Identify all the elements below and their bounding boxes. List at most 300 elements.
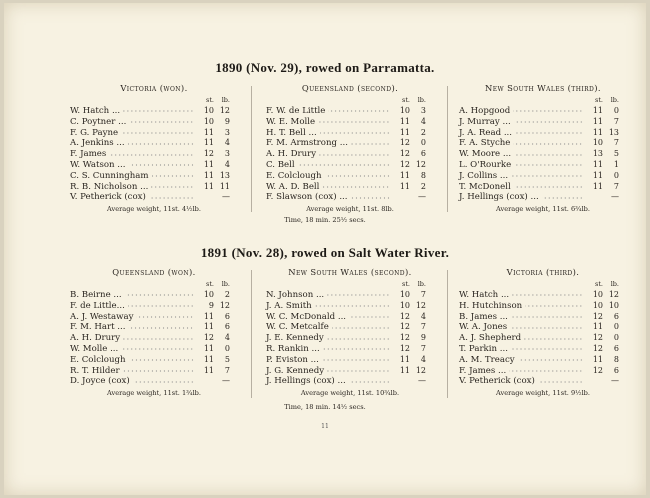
- leader-dots: [152, 173, 194, 179]
- leader-dots: [518, 357, 583, 363]
- weight-stone: 11: [592, 106, 603, 115]
- leader-dots: [109, 152, 194, 158]
- average-weight: Average weight, 11st. 6¾lb.: [495, 205, 590, 214]
- weight-pounds: 7: [420, 290, 426, 299]
- weight-stone: 11: [399, 116, 410, 126]
- rower-name: A. J. Shepherd: [459, 333, 522, 344]
- leader-dots: [298, 162, 390, 168]
- leader-dots: [332, 325, 390, 331]
- rower-name: A. M. Treacy: [459, 354, 515, 365]
- weight-pounds: 0: [613, 170, 619, 180]
- weight-stone: 11: [203, 181, 214, 191]
- rower-name: J. A. Smith: [266, 300, 312, 311]
- leader-dots: [328, 108, 390, 114]
- weight-pounds: 5: [613, 149, 619, 159]
- weight-stone: 11: [203, 343, 214, 353]
- weight-pounds: 10: [608, 300, 619, 310]
- weight-stone: 10: [592, 138, 603, 148]
- leader-dots: [515, 130, 583, 136]
- crew-heading: New South Wales (third).: [485, 83, 601, 93]
- weight-pounds: 12: [415, 300, 426, 310]
- crew-row: [459, 128, 627, 139]
- leader-dots: [322, 357, 390, 363]
- crew-table: [266, 266, 434, 398]
- crew-row: [70, 312, 238, 323]
- weight-stone: 11: [203, 311, 214, 321]
- weight-pounds: 2: [420, 181, 426, 191]
- leader-dots: [123, 336, 194, 342]
- units-header: [70, 95, 238, 106]
- crew-row: [266, 171, 434, 182]
- leader-dots: [149, 195, 194, 201]
- rower-name: D. Joyce (cox): [70, 376, 130, 387]
- weight-pounds: 4: [224, 333, 230, 343]
- weight-pounds: —: [222, 192, 230, 202]
- crew-row: [70, 290, 238, 301]
- crew-row: [266, 149, 434, 160]
- weight-stone: 11: [399, 181, 410, 191]
- weight-pounds: 8: [613, 354, 619, 364]
- weight-stone: 12: [399, 311, 410, 321]
- leader-dots: [319, 152, 390, 158]
- weight-stone: 10: [399, 300, 410, 310]
- crew-row: [459, 117, 627, 128]
- column-divider: [251, 270, 252, 398]
- leader-dots: [123, 368, 194, 374]
- weight-pounds: 12: [415, 159, 426, 169]
- crew-row: [459, 344, 627, 355]
- weight-stone: 12: [399, 138, 410, 148]
- weight-pounds: 6: [224, 322, 230, 332]
- leader-dots: [121, 130, 194, 136]
- leader-dots: [512, 292, 583, 298]
- crew-table: [70, 266, 238, 398]
- rower-name: H. Hutchinson: [459, 300, 523, 311]
- crew-table: [266, 82, 434, 214]
- rower-name: E. Colclough: [70, 354, 126, 365]
- crew-row: [70, 344, 238, 355]
- rower-name: F. A. Styche: [459, 138, 511, 149]
- weight-pounds: 8: [420, 170, 426, 180]
- rower-name: W. Molle ...: [70, 343, 119, 354]
- crew-row: [459, 106, 627, 117]
- weight-pounds: 11: [219, 181, 230, 191]
- weight-stone: 11: [203, 138, 214, 148]
- rower-name: W. Hatch ...: [459, 290, 510, 300]
- weight-pounds: 4: [420, 354, 426, 364]
- crew-row: [70, 355, 238, 366]
- crew-row: [70, 160, 238, 171]
- weight-pounds: —: [418, 376, 426, 386]
- weight-stone: 11: [592, 322, 603, 332]
- crew-row: [70, 192, 238, 203]
- crew-row: [459, 290, 627, 301]
- rower-name: L. O'Rourke: [459, 159, 512, 170]
- stone-label: st.: [594, 96, 603, 104]
- weight-pounds: 9: [224, 116, 230, 126]
- crew-row: [459, 312, 627, 323]
- crew-row: [70, 376, 238, 387]
- leader-dots: [133, 379, 194, 385]
- crew-table: [70, 82, 238, 214]
- leader-dots: [351, 141, 390, 147]
- average-weight: Average weight, 11st. 9½lb.: [495, 389, 590, 398]
- rower-name: F. Slawson (cox) ...: [266, 192, 348, 203]
- weight-pounds: —: [611, 192, 619, 202]
- rower-name: F. W. de Little: [266, 106, 326, 116]
- rower-name: C. Bell: [266, 159, 295, 170]
- weight-stone: 12: [592, 311, 603, 321]
- weight-pounds: —: [418, 192, 426, 202]
- units-header: [266, 279, 434, 290]
- weight-pounds: 7: [613, 116, 619, 126]
- rower-name: C. Poytner ...: [70, 116, 127, 127]
- rower-name: J. Hellings (cox) ...: [459, 192, 539, 203]
- average-weight: Average weight, 11st. 4½lb.: [106, 205, 201, 214]
- rower-name: B. Beirne ...: [70, 290, 122, 300]
- crew-row: [266, 344, 434, 355]
- crew-row: [70, 106, 238, 117]
- crew-row: [70, 182, 238, 193]
- crew-heading: New South Wales (second).: [288, 267, 412, 277]
- rower-name: F. de Little...: [70, 300, 125, 311]
- rower-name: F. James: [70, 149, 107, 160]
- crew-row: [459, 182, 627, 193]
- leader-dots: [151, 184, 194, 190]
- leader-dots: [315, 303, 390, 309]
- weight-stone: 12: [399, 333, 410, 343]
- average-weight: Average weight, 11st. 8lb.: [306, 205, 394, 214]
- weight-stone: 10: [592, 290, 603, 299]
- leader-dots: [322, 184, 390, 190]
- weight-stone: 11: [399, 354, 410, 364]
- crew-row: [266, 182, 434, 193]
- weight-stone: 11: [203, 170, 214, 180]
- crew-row: [70, 171, 238, 182]
- rower-name: H. T. Bell ...: [266, 127, 317, 138]
- weight-pounds: 0: [613, 333, 619, 343]
- weight-pounds: 13: [608, 127, 619, 137]
- rower-name: A. H. Drury: [70, 333, 121, 344]
- leader-dots: [121, 346, 194, 352]
- leader-dots: [513, 108, 583, 114]
- leader-dots: [511, 314, 583, 320]
- pounds-label: lb.: [417, 96, 426, 104]
- leader-dots: [514, 119, 583, 125]
- weight-pounds: 4: [420, 116, 426, 126]
- crew-row: [459, 160, 627, 171]
- weight-pounds: 7: [613, 181, 619, 191]
- crew-row: [266, 376, 434, 387]
- weight-pounds: 6: [224, 311, 230, 321]
- pounds-label: lb.: [610, 280, 619, 288]
- crew-row: [70, 117, 238, 128]
- weight-pounds: 3: [224, 127, 230, 137]
- weight-stone: 10: [399, 290, 410, 299]
- leader-dots: [514, 184, 583, 190]
- weight-stone: 11: [592, 159, 603, 169]
- pounds-label: lb.: [221, 96, 230, 104]
- rower-name: J. E. Kennedy: [266, 333, 324, 344]
- crew-table: [459, 266, 627, 398]
- rower-name: V. Petherick (cox): [459, 376, 535, 387]
- weight-pounds: 0: [613, 322, 619, 332]
- crew-row: [459, 366, 627, 377]
- weight-stone: 11: [399, 127, 410, 137]
- weight-stone: 11: [203, 127, 214, 137]
- leader-dots: [511, 173, 583, 179]
- weight-pounds: 7: [420, 343, 426, 353]
- weight-pounds: 4: [420, 311, 426, 321]
- crew-row: [70, 322, 238, 333]
- crew-row: [266, 128, 434, 139]
- crew-row: [459, 138, 627, 149]
- crew-row: [459, 376, 627, 387]
- weight-stone: 11: [203, 354, 214, 364]
- crew-row: [459, 333, 627, 344]
- leader-dots: [327, 368, 390, 374]
- leader-dots: [513, 141, 583, 147]
- rower-name: P. Eviston ...: [266, 354, 319, 365]
- rower-name: N. Johnson ...: [266, 290, 325, 300]
- leader-dots: [510, 325, 583, 331]
- weight-pounds: 4: [224, 138, 230, 148]
- leader-dots: [128, 325, 194, 331]
- weight-stone: 12: [592, 343, 603, 353]
- leader-dots: [349, 314, 390, 320]
- leader-dots: [125, 292, 194, 298]
- weight-stone: 12: [399, 322, 410, 332]
- leader-dots: [524, 336, 583, 342]
- rower-name: F. M. Hart ...: [70, 322, 126, 333]
- leader-dots: [323, 346, 390, 352]
- crew-row: [266, 192, 434, 203]
- crew-row: [459, 171, 627, 182]
- column-divider: [447, 270, 448, 398]
- weight-pounds: 7: [224, 365, 230, 375]
- rower-name: J. Collins ...: [459, 170, 509, 181]
- rower-name: W. Hatch ...: [70, 106, 121, 116]
- page-number: 11: [321, 423, 329, 430]
- weight-stone: 13: [592, 149, 603, 159]
- leader-dots: [123, 108, 194, 114]
- race-title: 1891 (Nov. 28), rowed on Salt Water River.: [200, 245, 450, 260]
- crew-row: [459, 322, 627, 333]
- weight-stone: 12: [592, 365, 603, 375]
- leader-dots: [514, 162, 583, 168]
- crew-row: [266, 106, 434, 117]
- rower-name: A. H. Drury: [266, 149, 317, 160]
- leader-dots: [351, 195, 390, 201]
- leader-dots: [318, 119, 390, 125]
- rower-name: W. E. Molle: [266, 116, 316, 127]
- weight-stone: 11: [399, 365, 410, 375]
- leader-dots: [129, 357, 194, 363]
- weight-pounds: 1: [613, 159, 619, 169]
- weight-stone: 11: [203, 365, 214, 375]
- rower-name: F. G. Payne: [70, 127, 119, 138]
- leader-dots: [136, 314, 194, 320]
- rower-name: A. Jenkins ...: [70, 138, 125, 149]
- crew-row: [70, 128, 238, 139]
- rower-name: T. McDonell: [459, 181, 511, 192]
- rower-name: T. Parkin ...: [459, 343, 508, 354]
- stone-label: st.: [401, 280, 410, 288]
- rower-name: F. James ...: [459, 365, 507, 376]
- units-header: [459, 279, 627, 290]
- weight-pounds: 7: [613, 138, 619, 148]
- leader-dots: [327, 292, 390, 298]
- weight-pounds: 2: [224, 290, 230, 299]
- crew-row: [266, 355, 434, 366]
- stone-label: st.: [205, 96, 214, 104]
- leader-dots: [525, 303, 583, 309]
- weight-stone: 11: [592, 181, 603, 191]
- crew-row: [459, 149, 627, 160]
- weight-pounds: 12: [219, 106, 230, 115]
- crew-row: [266, 117, 434, 128]
- weight-stone: 9: [208, 300, 214, 310]
- rower-name: W. A. Jones: [459, 322, 508, 333]
- average-weight: Average weight, 11st. 10¾lb.: [300, 389, 400, 398]
- leader-dots: [128, 303, 194, 309]
- race-time: Time, 18 min. 25½ secs.: [284, 216, 366, 224]
- weight-pounds: 12: [608, 290, 619, 299]
- weight-pounds: 12: [415, 365, 426, 375]
- rower-name: A. Hopgood: [459, 106, 511, 116]
- weight-pounds: 6: [420, 149, 426, 159]
- weight-stone: 10: [399, 106, 410, 115]
- weight-pounds: 3: [224, 149, 230, 159]
- crew-heading: Queensland (second).: [301, 83, 399, 93]
- stone-label: st.: [401, 96, 410, 104]
- weight-stone: 11: [592, 127, 603, 137]
- rower-name: W. Watson ...: [70, 159, 126, 170]
- crew-row: [266, 290, 434, 301]
- rower-name: C. S. Cunningham: [70, 170, 149, 181]
- crew-row: [266, 366, 434, 377]
- rower-name: B. James ...: [459, 311, 508, 322]
- stone-label: st.: [205, 280, 214, 288]
- crew-table: [459, 82, 627, 214]
- pounds-label: lb.: [417, 280, 426, 288]
- rower-name: W. Moore ...: [459, 149, 512, 160]
- rower-name: W. C. Metcalfe: [266, 322, 329, 333]
- crew-heading: Victoria (third).: [506, 267, 580, 277]
- leader-dots: [320, 130, 390, 136]
- leader-dots: [327, 336, 390, 342]
- weight-pounds: 7: [420, 322, 426, 332]
- crew-row: [70, 149, 238, 160]
- crew-row: [459, 301, 627, 312]
- pounds-label: lb.: [610, 96, 619, 104]
- weight-stone: 12: [399, 343, 410, 353]
- weight-pounds: —: [611, 376, 619, 386]
- rower-name: J. Hellings (cox) ...: [266, 376, 346, 387]
- units-header: [70, 279, 238, 290]
- crew-row: [70, 301, 238, 312]
- crew-row: [459, 192, 627, 203]
- weight-pounds: 9: [420, 333, 426, 343]
- weight-stone: 12: [203, 333, 214, 343]
- rower-name: J. Murray ...: [459, 116, 511, 127]
- crew-row: [266, 301, 434, 312]
- weight-pounds: 4: [224, 159, 230, 169]
- weight-pounds: 6: [613, 365, 619, 375]
- units-header: [459, 95, 627, 106]
- rower-name: R. B. Nicholson ...: [70, 181, 149, 192]
- weight-pounds: 5: [224, 354, 230, 364]
- column-divider: [447, 86, 448, 212]
- leader-dots: [509, 368, 583, 374]
- weight-pounds: 2: [420, 127, 426, 137]
- pounds-label: lb.: [221, 280, 230, 288]
- rower-name: J. A. Read ...: [459, 127, 513, 138]
- weight-pounds: 3: [420, 106, 426, 115]
- weight-stone: 11: [203, 159, 214, 169]
- weight-stone: 10: [203, 116, 214, 126]
- leader-dots: [542, 195, 583, 201]
- leader-dots: [514, 152, 583, 158]
- weight-pounds: —: [222, 376, 230, 386]
- weight-stone: 10: [203, 106, 214, 115]
- weight-stone: 11: [592, 170, 603, 180]
- leader-dots: [349, 379, 390, 385]
- weight-stone: 12: [399, 149, 410, 159]
- rower-name: F. M. Armstrong ...: [266, 138, 348, 149]
- rower-name: V. Petherick (cox): [70, 192, 146, 203]
- weight-stone: 11: [399, 170, 410, 180]
- stone-label: st.: [594, 280, 603, 288]
- crew-row: [70, 366, 238, 377]
- weight-stone: 11: [592, 116, 603, 126]
- average-weight: Average weight, 11st. 1¾lb.: [106, 389, 201, 398]
- weight-pounds: 6: [613, 311, 619, 321]
- weight-pounds: 0: [420, 138, 426, 148]
- leader-dots: [129, 162, 194, 168]
- weight-stone: 12: [399, 159, 410, 169]
- rower-name: E. Colclough: [266, 170, 322, 181]
- weight-stone: 12: [203, 149, 214, 159]
- units-header: [266, 95, 434, 106]
- rower-name: A. J. Westaway: [70, 311, 134, 322]
- crew-row: [266, 322, 434, 333]
- weight-stone: 10: [203, 290, 214, 299]
- rower-name: J. G. Kennedy: [266, 365, 325, 376]
- weight-stone: 10: [592, 300, 603, 310]
- race-title: 1890 (Nov. 29), rowed on Parramatta.: [215, 60, 435, 75]
- crew-heading: Queensland (won).: [112, 267, 196, 277]
- weight-pounds: 12: [219, 300, 230, 310]
- race-time: Time, 18 min. 14½ secs.: [284, 403, 366, 411]
- crew-row: [266, 160, 434, 171]
- weight-pounds: 13: [219, 170, 230, 180]
- crew-row: [266, 138, 434, 149]
- crew-row: [266, 312, 434, 323]
- leader-dots: [129, 119, 194, 125]
- crew-heading: Victoria (won).: [120, 83, 188, 93]
- weight-stone: 11: [203, 322, 214, 332]
- crew-row: [70, 138, 238, 149]
- weight-stone: 12: [592, 333, 603, 343]
- crew-row: [266, 333, 434, 344]
- rower-name: R. T. Hilder: [70, 365, 120, 376]
- column-divider: [251, 86, 252, 212]
- leader-dots: [511, 346, 583, 352]
- rower-name: W. A. D. Bell: [266, 181, 320, 192]
- weight-stone: 11: [592, 354, 603, 364]
- weight-pounds: 0: [224, 343, 230, 353]
